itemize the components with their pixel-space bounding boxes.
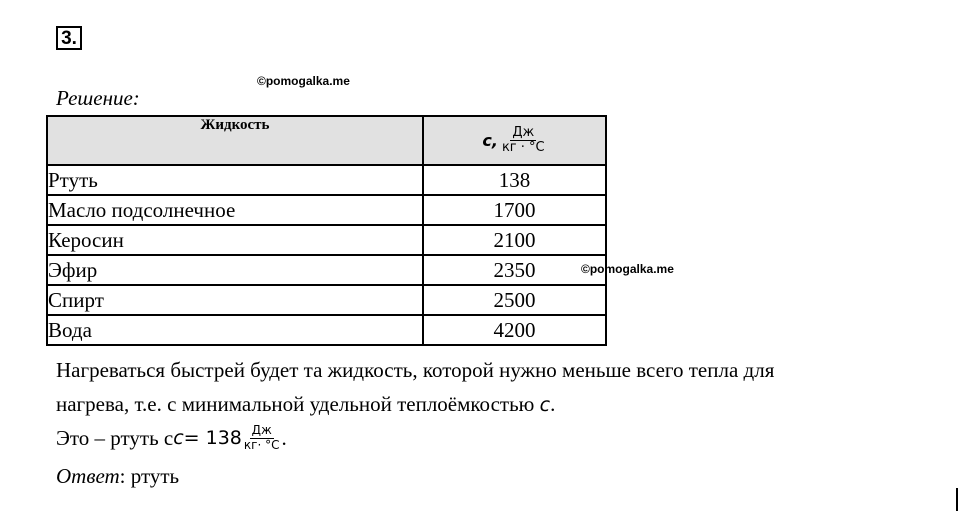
liquid-value: 2100 <box>423 225 606 255</box>
watermark: ©pomogalka.me <box>257 74 350 88</box>
line2-text: нагрева, т.е. с минимальной удельной теплоёмкостью <box>56 392 540 416</box>
liquid-name: Вода <box>47 315 423 345</box>
header-unit-fraction <box>500 126 547 156</box>
task-number: 3. <box>56 26 82 50</box>
liquid-name: Эфир <box>47 255 423 285</box>
var-c: c <box>539 394 551 416</box>
answer-label: Ответ <box>56 464 120 488</box>
result-equation: = 138 <box>183 427 242 450</box>
result-line <box>56 424 287 453</box>
liquid-value: 4200 <box>423 315 606 345</box>
unit-numerator: Дж <box>251 423 272 437</box>
answer-value: : ртуть <box>119 464 180 488</box>
table-row <box>47 315 606 345</box>
liquid-name: Спирт <box>47 285 423 315</box>
line2-suffix: . <box>550 392 556 416</box>
result-suffix: . <box>281 425 287 450</box>
page-edge-line <box>956 488 958 511</box>
unit-denominator: кг · °C <box>501 140 545 155</box>
table-row <box>47 195 606 225</box>
liquid-value: 138 <box>423 165 606 195</box>
watermark: ©pomogalka.me <box>581 262 674 276</box>
liquid-name: Керосин <box>47 225 423 255</box>
table-row <box>47 225 606 255</box>
result-prefix: Это – ртуть с <box>56 425 174 450</box>
header-c-symbol: c, <box>482 131 498 150</box>
result-unit-fraction <box>244 424 280 453</box>
solution-label: Решение: <box>56 86 140 110</box>
table-header-row <box>47 116 606 165</box>
specific-heat-table <box>46 115 607 346</box>
liquid-value: 2500 <box>423 285 606 315</box>
unit-denominator: кг· °С <box>243 437 280 452</box>
liquid-name: Масло подсолнечное <box>47 195 423 225</box>
header-specific-heat <box>423 116 606 165</box>
table-row <box>47 285 606 315</box>
explanation-line-2 <box>56 392 555 417</box>
header-liquid: Жидкость <box>47 116 423 165</box>
liquid-value: 2350 <box>423 255 606 285</box>
unit-numerator: Дж <box>512 124 535 140</box>
answer-line <box>56 464 179 489</box>
table-row <box>47 165 606 195</box>
var-c: c <box>173 427 184 450</box>
table-row <box>47 255 606 285</box>
liquid-name: Ртуть <box>47 165 423 195</box>
explanation-line-1: Нагреваться быстрей будет та жидкость, которой нужно меньше всего тепла для <box>56 358 775 382</box>
liquid-value: 1700 <box>423 195 606 225</box>
